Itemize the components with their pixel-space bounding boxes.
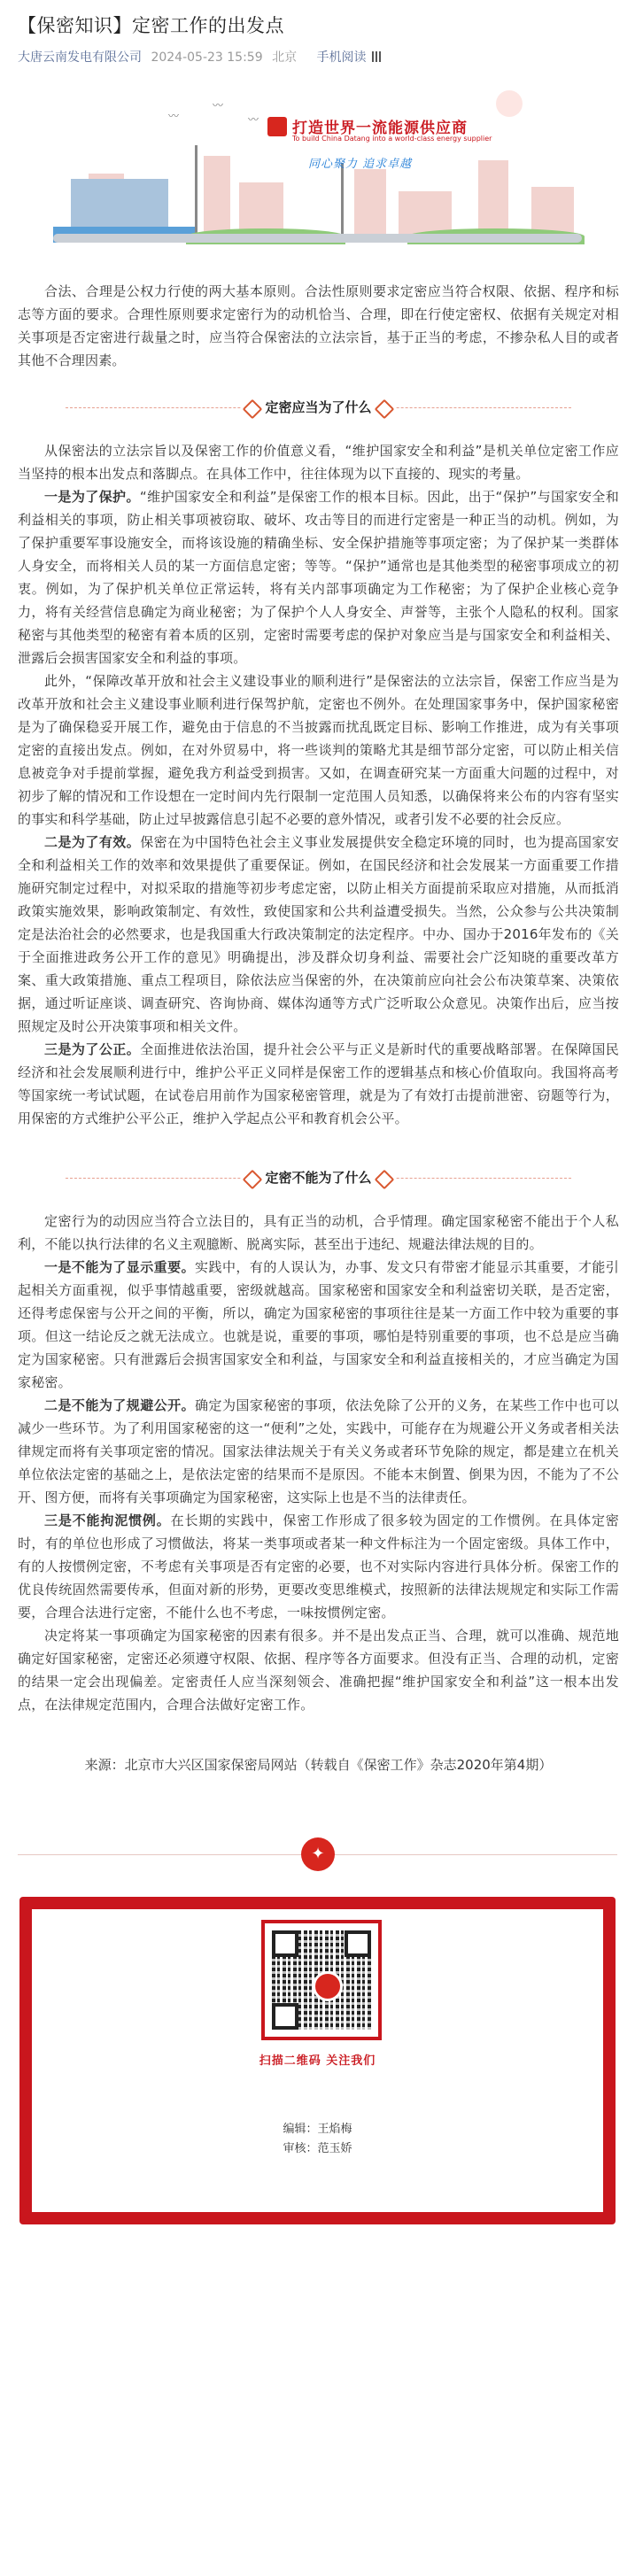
qr-finder-icon: [272, 1930, 298, 1957]
point-text: “维护国家安全和利益”是保密工作的根本目标。因此，出于“保护”与国家安全和利益相关的事项，防止相关事项被窃取、破坏、攻击等目的而进行定密是一种正当的动机。例如，为了保护重要军事设施安全，而将该设施的精确坐标、安全保护措施等事项定密；为了保护某一类群体人身安全，而将相关人员的某一方面信息定密；等等。“保护”通常也是其他类型的秘密事项成立的初衷。例如，为了保护机关单位正常运转，将有关内部事项确定为工作秘密；为了保护企业核心竞争力，将有关经营信息确定为商业秘密；为了保护个人人身安全、声誉等，主张个人隐私的权利。国家秘密与其他类型的秘密有着本质的区别，定密时需要考虑的保护对象应当是与国家安全和利益相关、泄露后会损害国家安全和利益的事项。: [18, 489, 619, 666]
footer-divider: [0, 1824, 635, 1886]
intro-paragraph: 合法、合理是公权力行使的两大基本原则。合法性原则要求定密应当符合权限、依据、程序和标志等方面的要求。合理性原则要求定密行为的动机恰当、合理，即在行使定密权、依据有关规定对相关事项是否定密进行裁量之时，应当符合保密法的立法宗旨，基于正当的考虑，不掺杂私人目的或者其他不合理因素。: [18, 283, 619, 368]
qr-card: [19, 1897, 616, 2224]
article-title: 【保密知识】定密工作的出发点: [18, 15, 284, 36]
building-shape: [478, 160, 508, 236]
bird-icon: 〰: [248, 113, 259, 126]
publish-location: 北京: [272, 50, 298, 65]
editor-credit: 编辑：王焰梅: [283, 2123, 352, 2136]
sun-shape: [496, 90, 523, 117]
datang-emblem-icon: ✦: [301, 1837, 335, 1871]
point-lead: 三是为了公正。: [44, 1041, 141, 1057]
paragraph: [18, 1256, 619, 1394]
point-text: 全面推进依法治国，提升社会公平与正义是新时代的重要战略部署。在保障国民经济和社会发展顺利进行中，维护公平正义同样是保密工作的逻辑基点和核心价值取向。我国将高考等国家统一考试试题，在试卷启用前作为国家秘密管理，就是为了有效打击提前泄密、窃题等行为，用保密的方式维护公平公正，维护入学起点公平和教育机会公平。: [18, 1041, 619, 1126]
account-name[interactable]: 大唐云南发电有限公司: [18, 50, 142, 65]
point-text: 保密在为中国特色社会主义事业发展提供安全稳定环境的同时，也为提高国家安全和利益相关工作的效率和效果提供了重要保证。例如，在国民经济和社会发展某一方面重要工作措施研究制定过程中，对拟采取的措施等初步考虑定密，以防止相关方面提前采取应对措施，从而抵消政策实施效果，影响政策制定、有效性，致使国家和公共利益遭受损失。当然，公众参与公共决策制定是法治社会的必然要求，也是我国重大行政决策制定的法定程序。中办、国办于2016年发布的《关于全面推进政务公开工作的意见》明确提出，涉及群众切身利益、需要社会广泛知晓的重要改革方案、重大政策措施、重点工程项目，除依法应当保密的外，在决策前应向社会公布决策草案、决策依据，通过听证座谈、调查研究、咨询协商、媒体沟通等方式广泛听取公众意见。决策作出后，应当按照规定及时公开决策事项和相关文件。: [18, 834, 619, 1034]
paragraph: 定密行为的动因应当符合立法目的，具有正当的动机，合乎情理。确定国家秘密不能出于个人私利，不能以执行法律的名义主观臆断、脱离实际，甚至出于违纪、规避法律法规的目的。: [18, 1213, 619, 1252]
datang-logo: [267, 117, 287, 136]
qr-mini-icon: [372, 51, 383, 62]
source-note: 来源：北京市大兴区国家保密局网站（转载自《保密工作》杂志2020年第4期）: [84, 1757, 553, 1773]
section-heading-2-label: 定密不能为了什么: [242, 1164, 394, 1191]
bird-icon: 〰: [168, 110, 180, 122]
paragraph: [18, 485, 619, 669]
paragraph: 此外，“保障改革开放和社会主义建设事业的顺利进行”是保密法的立法宗旨，保密工作应当是为改革开放和社会主义建设事业顺利进行保驾护航，定密也不例外。在处理国家事务中，保护国家秘密是为了确保稳妥开展工作，避免由于信息的不当披露而扰乱既定目标、影响工作推进，成为有关事项定密的直接出发点。例如，在对外贸易中，将一些谈判的策略尤其是细节部分定密，可以防止相关信息被竞争对手提前掌握，避免我方利益受到损害。又如，在调查研究某一方面重大问题的过程中，对初步了解的情况和工作设想在一定时间内先行限制一定范围人员知悉，以确保将来公布的内容有坚实的事实和科学基础，防止过早披露信息引起不必要的意外情况，或者引发不必要的社会反应。: [18, 673, 619, 827]
qr-code-image: [272, 1930, 371, 2030]
publish-date: 2024-05-23 15:59: [151, 50, 263, 65]
building-shape: [239, 182, 283, 236]
qr-card-inner: [32, 1909, 603, 2212]
scan-qr-label: 扫描二维码 关注我们: [259, 2054, 376, 2068]
paragraph: 决定将某一事项确定为国家秘密的因素有很多。并不是出发点正当、合理，就可以准确、规范地确定好国家秘密，定密还必须遵守权限、依据、程序等各方面要求。但没有正当、合理的动机，定密的结果一定会出现偏差。定密责任人应当深刻领会、准确把握“维护国家安全和利益”这一根本出发点，在法律规定范围内，合理合法做好定密工作。: [18, 1628, 619, 1713]
credits: [32, 2120, 603, 2159]
building-shape: [399, 191, 452, 236]
read-on-phone-label: 手机阅读: [316, 50, 367, 65]
building-shape: [354, 169, 386, 236]
qr-finder-icon: [272, 2003, 298, 2030]
paragraph: 从保密法的立法宗旨以及保密工作的价值意义看，“维护国家安全和利益”是机关单位定密工作应当坚持的根本出发点和落脚点。在具体工作中，往往体现为以下直接的、现实的考量。: [18, 443, 619, 482]
qr-center-logo: [313, 1971, 343, 2001]
banner-title: 打造世界一流能源供应商: [292, 120, 468, 137]
paragraph: [18, 1038, 619, 1130]
point-lead: 二是为了有效。: [44, 834, 141, 850]
bird-icon: 〰: [213, 99, 224, 112]
article-meta: [0, 43, 635, 67]
paragraph: [18, 831, 619, 1038]
read-on-phone-link[interactable]: [317, 50, 383, 65]
dam-shape: [71, 179, 168, 232]
point-text: 在长期的实践中，保密工作形成了很多较为固定的工作惯例。在具体定密时，有的单位也形成了习惯做法，将某一类事项或者某一种文件标注为一个固定密级。具体工作中，有的人按惯例定密，不考虑有关事项是否有定密的必要，也不对实际内容进行具体分析。保密工作的优良传统固然需要传承，但面对新的形势，更要改变思维模式，按照新的法律法规规定和实际工作需要，合理合法进行定密，不能什么也不考虑，一味按惯例定密。: [18, 1512, 619, 1621]
point-text: 确定为国家秘密的事项，依法免除了公开的义务，在某些工作中也可以减少一些环节。为了利用国家秘密的这一“便利”之处，实践中，可能存在为规避公开义务或者相关法律规定而将有关事项定密的情况。国家法律法规关于有关义务或者环节免除的规定，都是建立在机关单位依法定密的基础之上，是依法定密的结果而不是原因。不能本末倒置、倒果为因，不能为了不公开、图方便，而将有关事项确定为国家秘密，这实际上也是不当的法律责任。: [18, 1397, 619, 1505]
section-heading-2: [18, 1160, 619, 1195]
point-lead: 二是不能为了规避公开。: [44, 1397, 196, 1413]
point-lead: 一是为了保护。: [44, 489, 140, 505]
banner-subtitle: To build China Datang into a world-class energy supplier: [292, 135, 492, 143]
point-text: 实践中，有的人误认为，办事、发文只有带密才能显示其重要，才能引起相关方面重视，似乎事情越重要，密级就越高。国家秘密和国家安全和利益密切关联，是否定密，还得考虑保密与公开之间的平衡，所以，确定为国家秘密的事项往往是某一方面工作中较为重要的事项。但这一结论反之就无法成立。也就是说，重要的事项，哪怕是特别重要的事项，也不总是应当确定为国家秘密。只有泄露后会损害国家安全和利益，与国家安全和利益直接相关的，才应当确定为国家秘密。: [18, 1259, 619, 1390]
article-body: [0, 280, 635, 1776]
qr-finder-icon: [345, 1930, 371, 1957]
reviewer-credit: 审核：范玉娇: [283, 2142, 352, 2155]
point-lead: 一是不能为了显示重要。: [44, 1259, 196, 1275]
section-heading-1: [18, 390, 619, 425]
section-heading-1-label: 定密应当为了什么: [242, 394, 394, 421]
paragraph: [18, 1394, 619, 1509]
building-shape: [531, 187, 574, 236]
building-shape: [204, 156, 230, 236]
paragraph: [18, 1509, 619, 1624]
qr-code-frame[interactable]: [261, 1920, 382, 2040]
banner-slogan: 同心聚力 追求卓越: [308, 158, 413, 171]
road-shape: [53, 234, 582, 243]
power-tower-shape: [341, 163, 344, 234]
banner-image: [35, 81, 600, 255]
power-tower-shape: [195, 145, 197, 234]
point-lead: 三是不能拘泥惯例。: [44, 1512, 171, 1528]
